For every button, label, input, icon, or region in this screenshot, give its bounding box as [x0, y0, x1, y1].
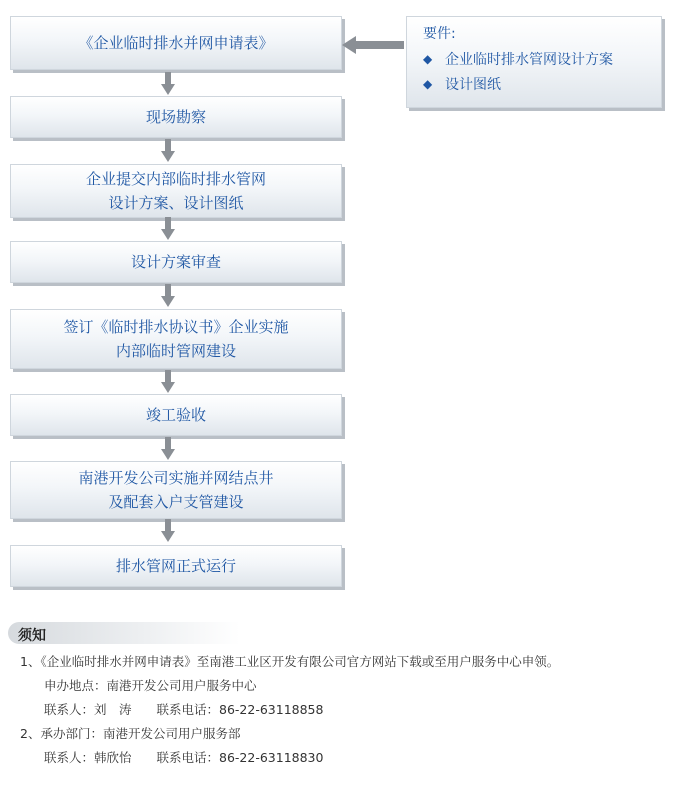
requirements-title: 要件:	[423, 26, 456, 42]
step-label-line1: 企业提交内部临时排水管网	[85, 170, 266, 188]
down-arrow-icon	[161, 437, 175, 461]
notice-line: 申办地点：南港开发公司用户服务中心	[44, 678, 257, 693]
step-completion-acceptance	[10, 394, 342, 436]
requirement-item	[423, 49, 613, 69]
requirement-label: 设计图纸	[445, 77, 501, 93]
step-label-line1: 签订《临时排水协议书》企业实施	[63, 318, 289, 336]
step-label-line2: 内部临时管网建设	[115, 342, 236, 360]
requirements-box	[406, 16, 662, 108]
step-application-form	[10, 16, 342, 70]
notice-line: 1、《企业临时排水并网申请表》至南港工业区开发有限公司官方网站下载或至用户服务中心申领。	[20, 654, 560, 669]
notice-line: 2、承办部门：南港开发公司用户服务部	[20, 726, 241, 741]
requirement-label: 企业临时排水管网设计方案	[445, 52, 613, 68]
step-design-review	[10, 241, 342, 283]
step-submit-design	[10, 164, 342, 218]
step-sign-agreement	[10, 309, 342, 369]
step-label: 现场勘察	[145, 108, 206, 126]
step-label: 设计方案审查	[130, 253, 221, 271]
down-arrow-icon	[161, 284, 175, 308]
step-label-line1: 南港开发公司实施并网结点井	[78, 469, 274, 487]
step-label-line2: 及配套入户支管建设	[108, 493, 244, 511]
step-node-well-construction	[10, 461, 342, 519]
step-label: 《企业临时排水并网申请表》	[78, 34, 274, 52]
diamond-bullet-icon: ◆	[423, 77, 433, 91]
down-arrow-icon	[161, 217, 175, 241]
step-label: 竣工验收	[145, 406, 206, 424]
notice-line: 联系人：刘 涛 联系电话：86-22-63118858	[44, 702, 324, 717]
down-arrow-icon	[161, 72, 175, 96]
notice-line: 联系人：韩欣怡 联系电话：86-22-63118830	[44, 750, 324, 765]
step-formal-operation	[10, 545, 342, 587]
requirement-item	[423, 74, 501, 94]
step-site-survey	[10, 96, 342, 138]
notice-header	[8, 622, 240, 644]
down-arrow-icon	[161, 139, 175, 163]
diamond-bullet-icon: ◆	[423, 52, 433, 66]
down-arrow-icon	[161, 370, 175, 394]
notice-title: 须知	[18, 628, 46, 644]
step-label: 排水管网正式运行	[115, 557, 236, 575]
step-label-line2: 设计方案、设计图纸	[108, 194, 244, 212]
left-arrow-icon	[342, 34, 404, 56]
down-arrow-icon	[161, 519, 175, 543]
